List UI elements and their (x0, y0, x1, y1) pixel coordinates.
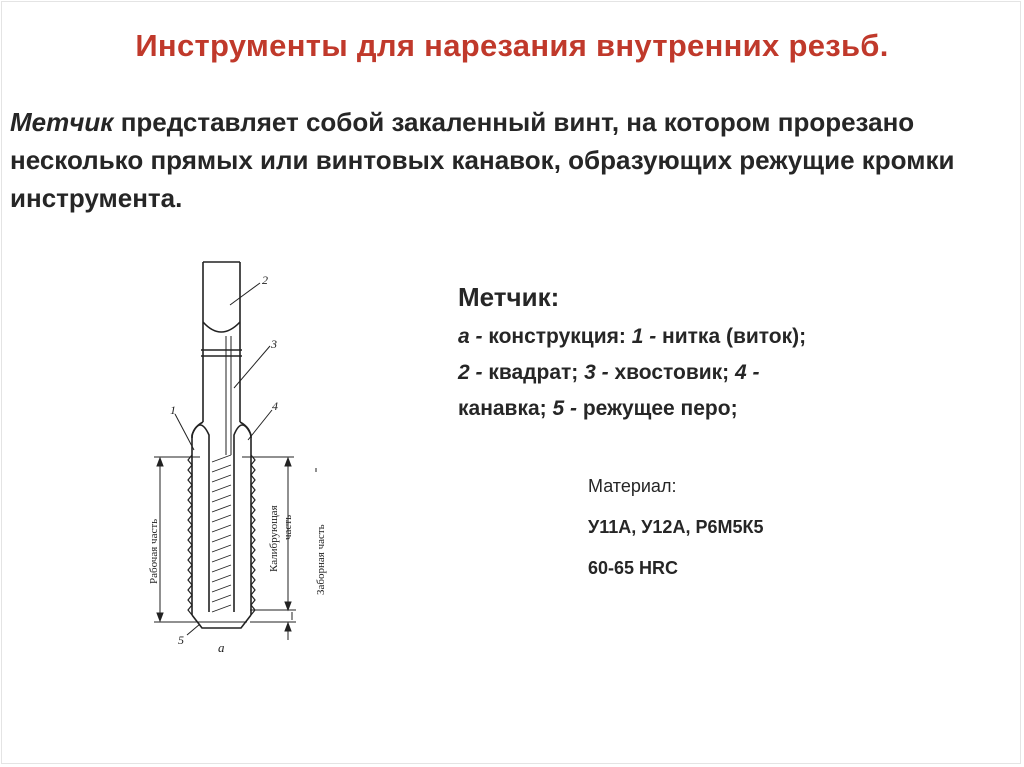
legend-text: конструкция: (482, 325, 632, 348)
legend-body (458, 319, 978, 427)
callout-4: 4 (272, 399, 278, 413)
legend-text: канавка; (458, 397, 553, 420)
legend-key: 5 - (552, 397, 577, 420)
slide-title: Инструменты для нарезания внутренних резьб. (135, 28, 889, 63)
legend-heading: Метчик: (458, 282, 560, 312)
material-block (588, 476, 763, 599)
legend-key: а - (458, 325, 483, 348)
legend (458, 282, 978, 427)
legend-text: хвостовик; (608, 361, 736, 384)
callout-5: 5 (178, 633, 184, 647)
intro-term: Метчик (10, 107, 114, 137)
intro-paragraph (10, 103, 1015, 217)
tap-diagram (130, 250, 350, 660)
dim-intake-label: Заборная часть (315, 524, 327, 595)
legend-key: 4 - (735, 361, 760, 384)
legend-text: режущее перо; (577, 397, 738, 420)
legend-key: 1 - (631, 325, 657, 348)
intro-text: представляет собой закаленный винт, на котором прорезано несколько прямых или винтовых канавок, образующих режущие кромки инструмента. (10, 107, 955, 213)
material-values: У11А, У12А, Р6М5К5 (588, 517, 764, 537)
dim-calibrating-label-2: часть (282, 514, 294, 540)
legend-key: 2 - (458, 361, 483, 384)
legend-text: квадрат; (482, 361, 585, 384)
dim-working-label: Рабочая часть (148, 518, 160, 584)
callout-1: 1 (170, 403, 176, 417)
figure-letter: а (218, 640, 225, 655)
legend-key: 3 - (584, 361, 609, 384)
legend-text: нитка (виток); (656, 325, 807, 348)
dim-calibrating-label-1: Калибрующая (268, 505, 280, 572)
material-hardness: 60-65 HRC (588, 558, 679, 578)
material-label: Материал: (588, 476, 677, 496)
callout-3: 3 (271, 337, 277, 351)
callout-2: 2 (262, 273, 268, 287)
